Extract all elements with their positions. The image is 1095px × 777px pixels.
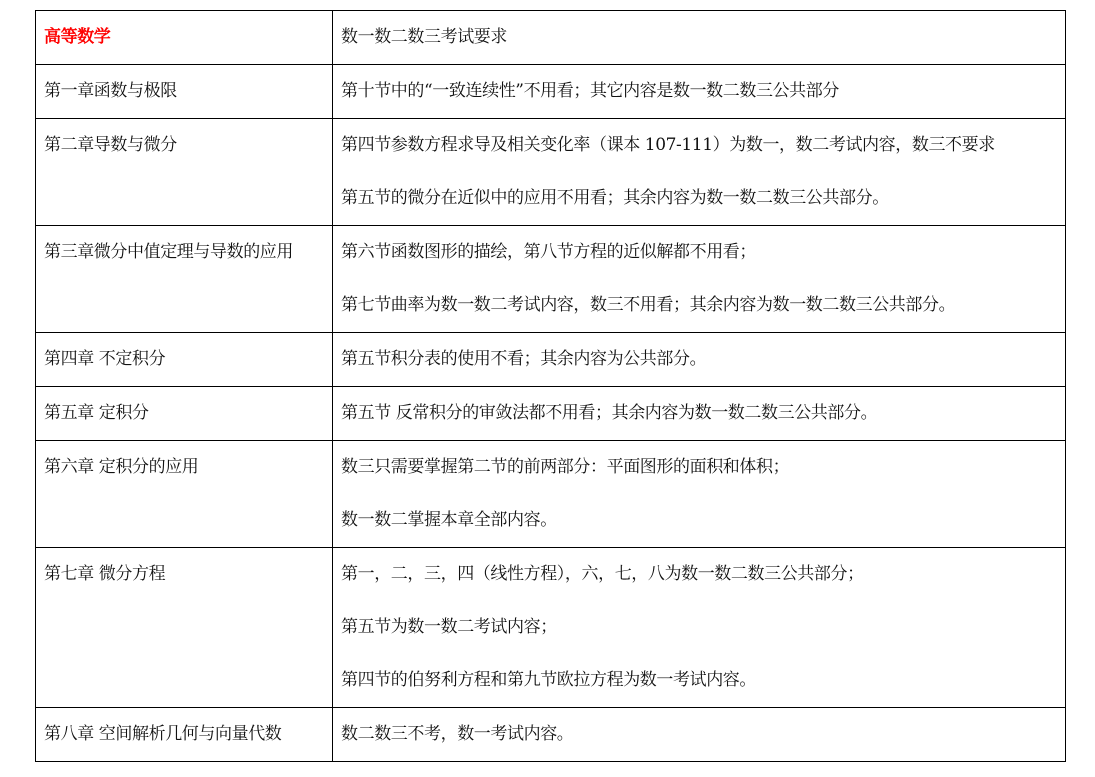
note-line: 第六节函数图形的描绘，第八节方程的近似解都不用看； bbox=[341, 242, 756, 262]
notes-cell bbox=[333, 226, 1066, 333]
note-line: 第五节为数一数二考试内容； bbox=[341, 617, 557, 637]
note-line: 第五节的微分在近似中的应用不用看；其余内容为数一数二数三公共部分。 bbox=[341, 188, 889, 208]
table-row bbox=[36, 441, 1066, 548]
chapter-name: 第二章导数与微分 bbox=[44, 135, 177, 155]
table-row bbox=[36, 387, 1066, 441]
chapter-name: 第四章 不定积分 bbox=[44, 349, 166, 369]
note-line: 数二数三不考，数一考试内容。 bbox=[341, 724, 574, 744]
chapter-name: 第七章 微分方程 bbox=[44, 564, 166, 584]
chapter-name: 第五章 定积分 bbox=[44, 403, 149, 423]
notes-cell bbox=[333, 441, 1066, 548]
chapter-cell bbox=[36, 226, 333, 333]
table-header-row bbox=[36, 11, 1066, 65]
notes-cell bbox=[333, 708, 1066, 762]
notes-cell bbox=[333, 65, 1066, 119]
note-line: 第七节曲率为数一数二考试内容，数三不用看；其余内容为数一数二数三公共部分。 bbox=[341, 295, 956, 315]
note-line: 数三只需要掌握第二节的前两部分：平面图形的面积和体积； bbox=[341, 457, 790, 477]
note-line: 数一数二掌握本章全部内容。 bbox=[341, 510, 557, 530]
note-line: 第五节积分表的使用不看；其余内容为公共部分。 bbox=[341, 349, 707, 369]
chapter-cell bbox=[36, 119, 333, 226]
note-line: 第四节的伯努利方程和第九节欧拉方程为数一考试内容。 bbox=[341, 670, 756, 690]
subject-title: 高等数学 bbox=[44, 27, 111, 47]
notes-cell bbox=[333, 119, 1066, 226]
note-line: 第五节 反常积分的审敛法都不用看；其余内容为数一数二数三公共部分。 bbox=[341, 403, 878, 423]
notes-cell bbox=[333, 333, 1066, 387]
chapter-cell bbox=[36, 441, 333, 548]
note-line: 第四节参数方程求导及相关变化率（课本 107-111）为数一，数二考试内容，数三不要求 bbox=[341, 135, 995, 155]
table-row bbox=[36, 65, 1066, 119]
table-row bbox=[36, 119, 1066, 226]
note-line: 第十节中的“一致连续性”不用看；其它内容是数一数二数三公共部分 bbox=[341, 81, 839, 101]
chapter-name: 第六章 定积分的应用 bbox=[44, 457, 199, 477]
chapter-name: 第一章函数与极限 bbox=[44, 81, 177, 101]
notes-cell bbox=[333, 387, 1066, 441]
header-subject-cell bbox=[36, 11, 333, 65]
notes-cell bbox=[333, 548, 1066, 708]
chapter-name: 第三章微分中值定理与导数的应用 bbox=[44, 242, 293, 262]
chapter-cell bbox=[36, 65, 333, 119]
table-row bbox=[36, 548, 1066, 708]
chapter-cell bbox=[36, 387, 333, 441]
chapter-cell bbox=[36, 708, 333, 762]
chapter-cell bbox=[36, 548, 333, 708]
chapter-cell bbox=[36, 333, 333, 387]
chapter-name: 第八章 空间解析几何与向量代数 bbox=[44, 724, 282, 744]
header-requirement-cell bbox=[333, 11, 1066, 65]
table-row bbox=[36, 333, 1066, 387]
requirement-title: 数一数二数三考试要求 bbox=[341, 27, 507, 47]
note-line: 第一，二，三，四（线性方程），六，七，八为数一数二数三公共部分； bbox=[341, 564, 864, 584]
table-row bbox=[36, 708, 1066, 762]
table-row bbox=[36, 226, 1066, 333]
exam-requirements-table bbox=[35, 10, 1066, 762]
